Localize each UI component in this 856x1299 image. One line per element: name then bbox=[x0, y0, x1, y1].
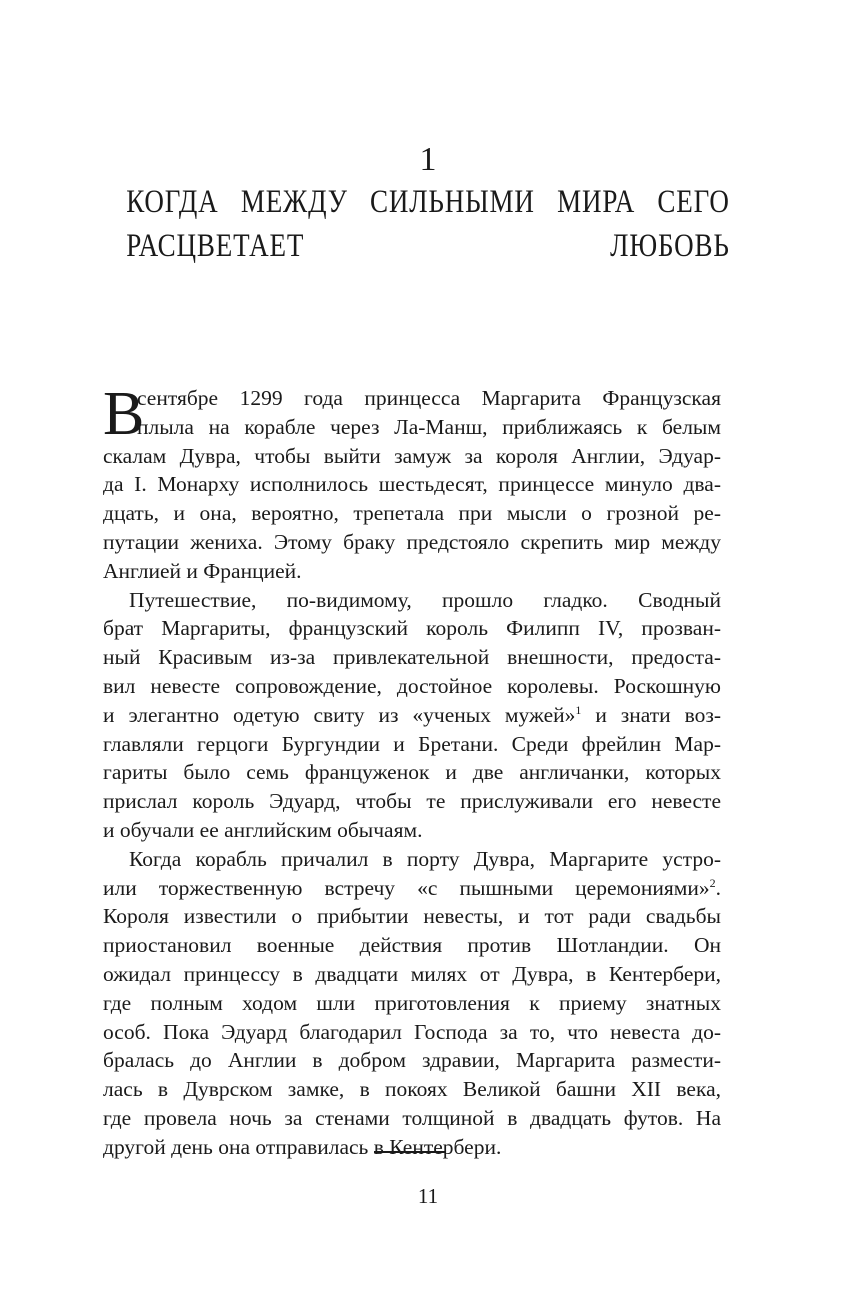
text-segment: и знати воз- bbox=[581, 702, 721, 727]
text-line: лась в Дуврском замке, в покоях Великой башни XII века, bbox=[103, 1077, 721, 1102]
text-line: Когда корабль причалил в порту Дувра, Маргарите устро- bbox=[129, 846, 721, 871]
text-line: особ. Пока Эдуард благодарил Господа за то, что невеста до- bbox=[103, 1019, 721, 1044]
text-line: где полным ходом шли приготовления к приему знатных bbox=[103, 990, 721, 1015]
text-line bbox=[103, 874, 721, 903]
text-line: да I. Монарху исполнилось шестьдесят, принцессе минуло два- bbox=[103, 472, 721, 497]
text-line: приостановил военные действия против Шотландии. Он bbox=[103, 933, 721, 958]
text-line: ожидал принцессу в двадцати милях от Дувра, в Кентербери, bbox=[103, 961, 721, 986]
text-segment: и элегантно одетую свиту из «ученых мужей» bbox=[103, 702, 576, 727]
footer-rule bbox=[374, 1151, 446, 1153]
text-line: Путешествие, по-видимому, прошло гладко. Сводный bbox=[129, 587, 721, 612]
text-line: другой день она отправилась в Кентербери. bbox=[103, 1134, 502, 1159]
text-line: сентябре 1299 года принцесса Маргарита Французская bbox=[137, 386, 721, 410]
chapter-title bbox=[126, 180, 730, 268]
paragraph bbox=[103, 380, 721, 586]
text-line: вил невесте сопровождение, достойное королевы. Роскошную bbox=[103, 673, 721, 698]
chapter-number: 1 bbox=[419, 141, 437, 178]
text-line: брат Маргариты, французский король Филипп IV, прозван- bbox=[103, 616, 721, 641]
text-line: Короля известили о прибытии невесты, и тот ради свадьбы bbox=[103, 904, 721, 929]
drop-cap: В bbox=[103, 380, 145, 448]
text-line: плыла на корабле через Ла-Манш, приближаясь к белым bbox=[137, 414, 721, 439]
text-segment: . bbox=[715, 875, 721, 900]
text-line bbox=[103, 701, 721, 730]
text-segment: или торжественную встречу «с пышными церемониями» bbox=[103, 875, 710, 900]
chapter-title-line: КОГДА МЕЖДУ СИЛЬНЫМИ МИРА СЕГО bbox=[126, 184, 730, 220]
text-line: прислал король Эдуард, чтобы те прислуживали его невесте bbox=[103, 789, 721, 814]
text-line: гариты было семь француженок и две англичанки, которых bbox=[103, 760, 721, 785]
text-line: дцать, и она, вероятно, трепетала при мысли о грозной ре- bbox=[103, 501, 721, 526]
text-line: главляли герцоги Бургундии и Бретани. Среди фрейлин Мар- bbox=[103, 731, 721, 756]
body-text bbox=[103, 380, 721, 1162]
footnote-ref[interactable]: 1 bbox=[575, 702, 582, 717]
paragraph bbox=[103, 586, 721, 845]
text-line: и обучали ее английским обычаям. bbox=[103, 817, 423, 842]
chapter-title-line: РАСЦВЕТАЕТ ЛЮБОВЬ bbox=[126, 228, 730, 264]
text-line: где провела ночь за стенами толщиной в двадцать футов. На bbox=[103, 1105, 721, 1130]
text-line: путации жениха. Этому браку предстояло скрепить мир между bbox=[103, 529, 721, 554]
paragraph bbox=[103, 845, 721, 1162]
page-number: 11 bbox=[417, 1184, 439, 1208]
text-line: бралась до Англии в добром здравии, Маргарита размести- bbox=[103, 1048, 721, 1073]
text-line: Англией и Францией. bbox=[103, 558, 302, 583]
text-line: скалам Дувра, чтобы выйти замуж за короля Англии, Эдуар- bbox=[103, 443, 721, 468]
footnote-ref[interactable]: 2 bbox=[709, 875, 716, 890]
text-line: ный Красивым из-за привлекательной внешности, предоста- bbox=[103, 645, 721, 670]
